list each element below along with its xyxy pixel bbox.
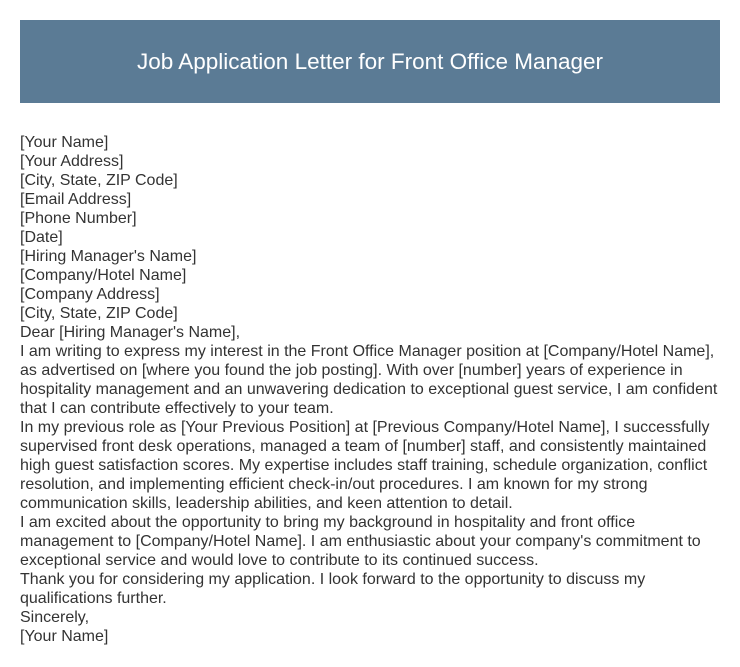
body-paragraph-experience: In my previous role as [Your Previous Position] at [Previous Company/Hotel Name], I successfully supervised front desk operations, managed a team of [number] staff, and consistently maintained high guest satisfaction scores. My expertise includes staff training, schedule organization, conflict resolution, and implementing efficient check-in/out procedures. I am known for my strong communication skills, leadership abilities, and keen attention to detail. bbox=[20, 419, 710, 512]
title-banner bbox=[20, 20, 720, 103]
page-title: Job Application Letter for Front Office Manager bbox=[136, 48, 604, 74]
sender-phone: [Phone Number] bbox=[20, 210, 137, 227]
recipient-block bbox=[20, 247, 722, 323]
recipient-name: [Hiring Manager's Name] bbox=[20, 248, 197, 265]
sender-address: [Your Address] bbox=[20, 153, 124, 170]
recipient-city-state-zip: [City, State, ZIP Code] bbox=[20, 305, 178, 322]
sender-email: [Email Address] bbox=[20, 191, 132, 208]
body-paragraph-closing: Thank you for considering my application. I look forward to the opportunity to discuss my qualifications further. bbox=[20, 571, 646, 607]
sender-city-state-zip: [City, State, ZIP Code] bbox=[20, 172, 178, 189]
closing: Sincerely, bbox=[20, 609, 90, 626]
signature: [Your Name] bbox=[20, 628, 109, 645]
recipient-address: [Company Address] bbox=[20, 286, 160, 303]
salutation: Dear [Hiring Manager's Name], bbox=[20, 324, 241, 341]
letter-date: [Date] bbox=[20, 229, 63, 246]
body-paragraph-intro: I am writing to express my interest in the Front Office Manager position at [Company/Hotel Name], as advertised on [where you found the job posting]. With over [number] years of experience in hospitality management and an unwavering dedication to exceptional guest service, I am confident that I can contribute effectively to your team. bbox=[20, 343, 718, 417]
sender-name: [Your Name] bbox=[20, 134, 109, 151]
body-paragraph-motivation: I am excited about the opportunity to bring my background in hospitality and front office management to [Company/Hotel Name]. I am enthusiastic about your company's commitment to exceptional service and would love to contribute to its continued success. bbox=[20, 514, 701, 569]
letter-body bbox=[20, 133, 722, 646]
sender-block bbox=[20, 133, 722, 228]
recipient-company: [Company/Hotel Name] bbox=[20, 267, 187, 284]
